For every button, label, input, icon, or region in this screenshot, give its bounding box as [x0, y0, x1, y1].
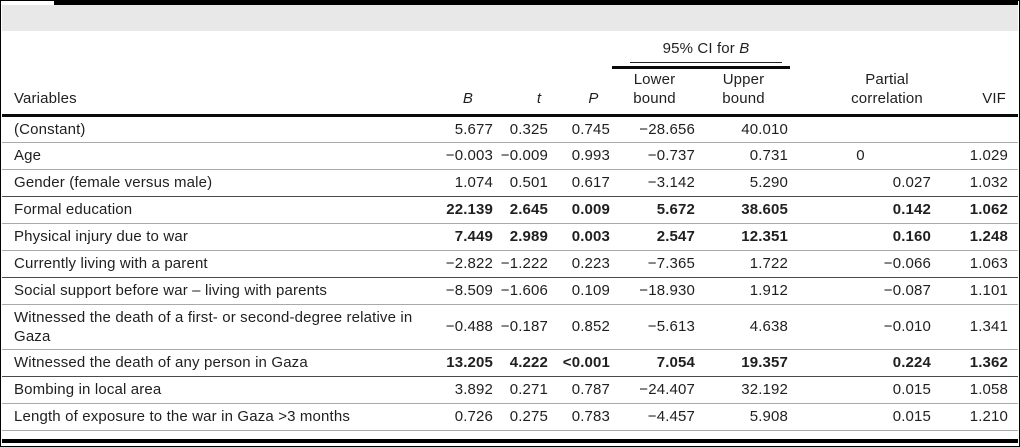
p-value: 0.787 — [550, 376, 612, 403]
variable: (Constant) — [14, 120, 86, 138]
variable: Currently living with a parent — [2, 250, 428, 277]
vif-value: 1.063 — [933, 250, 1018, 277]
vif-value: 1.341 — [933, 304, 1018, 349]
vif-value: 1.362 — [933, 349, 1018, 376]
variable: Witnessed the death of a first- or second-degree relative in Gaza — [2, 304, 428, 349]
partial-correlation-value: 0.015 — [790, 376, 933, 403]
upper-bound-value: 40.010 — [741, 120, 788, 138]
variable: Formal education — [2, 196, 428, 223]
lower-bound-value: −28.656 — [639, 120, 695, 138]
lower-bound-value: −7.365 — [612, 250, 697, 277]
ci-group-header — [612, 31, 790, 67]
table-top-rule — [54, 1, 1018, 5]
t-value: 4.222 — [495, 349, 550, 376]
variable: Gender (female versus male) — [2, 169, 428, 196]
upper-bound-value: 0.731 — [697, 142, 790, 169]
partial-correlation-value: 0.160 — [790, 223, 933, 250]
partial-correlation-value: 0.027 — [790, 169, 933, 196]
t-value: 0.325 — [509, 120, 548, 138]
p-value: 0.009 — [550, 196, 612, 223]
b-value: −8.509 — [428, 277, 495, 304]
table-row — [2, 169, 1018, 196]
variable: Age — [2, 142, 428, 169]
upper-bound-value: 12.351 — [697, 223, 790, 250]
upper-bound-value: 1.722 — [697, 250, 790, 277]
table-row — [2, 223, 1018, 250]
variable: Physical injury due to war — [2, 223, 428, 250]
vif-value: 1.101 — [933, 277, 1018, 304]
b-value: 0.726 — [428, 403, 495, 430]
upper-bound-value: 4.638 — [697, 304, 790, 349]
b-value: −0.488 — [428, 304, 495, 349]
lower-bound-value: −4.457 — [612, 403, 697, 430]
vif-value: 1.032 — [933, 169, 1018, 196]
upper-bound-value: 1.912 — [697, 277, 790, 304]
p-value: 0.003 — [550, 223, 612, 250]
b-value: 5.677 — [454, 120, 493, 138]
lower-bound-value: 7.054 — [612, 349, 697, 376]
partial-correlation-value: −0.066 — [790, 250, 933, 277]
t-value: −1.222 — [495, 250, 550, 277]
variable: Witnessed the death of any person in Gaza — [2, 349, 428, 376]
table-row — [2, 115, 1018, 142]
table-row — [2, 304, 1018, 349]
partial-correlation-value: 0.015 — [790, 403, 933, 430]
column-header-lower-bound: Lower bound — [612, 67, 697, 115]
partial-correlation-value: −0.087 — [790, 277, 933, 304]
b-value: 13.205 — [428, 349, 495, 376]
upper-bound-value: 32.192 — [697, 376, 790, 403]
table-body — [2, 115, 1018, 430]
variable: Length of exposure to the war in Gaza >3 months — [2, 403, 428, 430]
lower-bound-value: 5.672 — [612, 196, 697, 223]
column-header-b: B — [428, 31, 495, 115]
lower-bound-value: 2.547 — [612, 223, 697, 250]
column-header-variables: Variables — [2, 31, 428, 115]
vif-value: 1.029 — [933, 142, 1018, 169]
lower-bound-value: −24.407 — [612, 376, 697, 403]
column-header-partial-correlation: Partial correlation — [790, 31, 933, 115]
table-bottom-rule — [2, 439, 1018, 443]
regression-table — [2, 31, 1018, 431]
table-header — [2, 31, 1018, 115]
p-value: 0.109 — [550, 277, 612, 304]
b-value: −2.822 — [428, 250, 495, 277]
t-value: 0.271 — [495, 376, 550, 403]
table-row — [2, 403, 1018, 430]
partial-correlation-value: 0.224 — [790, 349, 933, 376]
p-value: 0.783 — [550, 403, 612, 430]
b-value: −0.003 — [428, 142, 495, 169]
variable: Bombing in local area — [2, 376, 428, 403]
ci-group-label: 95% CI for — [662, 40, 740, 57]
p-value: 0.745 — [571, 120, 610, 138]
column-header-vif: VIF — [933, 31, 1018, 115]
partial-correlation-value: −0.010 — [790, 304, 933, 349]
table-row — [2, 349, 1018, 376]
vif-value: 1.248 — [933, 223, 1018, 250]
b-value: 22.139 — [428, 196, 495, 223]
column-header-upper-bound: Upper bound — [697, 67, 790, 115]
lower-bound-value: −3.142 — [612, 169, 697, 196]
p-value: 0.852 — [550, 304, 612, 349]
p-value: <0.001 — [550, 349, 612, 376]
lower-bound-value: −0.737 — [612, 142, 697, 169]
column-header-p: P — [550, 31, 612, 115]
table-row — [2, 250, 1018, 277]
table-row — [2, 376, 1018, 403]
vif-value: 1.062 — [933, 196, 1018, 223]
vif-value: 1.058 — [933, 376, 1018, 403]
t-value: −0.187 — [495, 304, 550, 349]
t-value: 2.645 — [495, 196, 550, 223]
t-value: 0.501 — [495, 169, 550, 196]
ci-group-label-b: B — [739, 40, 750, 57]
t-value: −0.009 — [495, 142, 550, 169]
lower-bound-value: −18.930 — [612, 277, 697, 304]
table-row — [2, 196, 1018, 223]
t-value: 2.989 — [495, 223, 550, 250]
upper-bound-value: 19.357 — [697, 349, 790, 376]
p-value: 0.223 — [550, 250, 612, 277]
vif-value: 1.210 — [933, 403, 1018, 430]
partial-correlation-value: 0.142 — [790, 196, 933, 223]
vif-value — [933, 115, 1018, 142]
partial-correlation-value: 0 — [790, 142, 933, 169]
t-value: 0.275 — [495, 403, 550, 430]
b-value: 3.892 — [428, 376, 495, 403]
column-header-t: t — [495, 31, 550, 115]
variable: Social support before war – living with parents — [2, 277, 428, 304]
b-value: 1.074 — [428, 169, 495, 196]
lower-bound-value: −5.613 — [612, 304, 697, 349]
table-row — [2, 142, 1018, 169]
upper-bound-value: 5.290 — [697, 169, 790, 196]
t-value: −1.606 — [495, 277, 550, 304]
p-value: 0.617 — [550, 169, 612, 196]
upper-bound-value: 5.908 — [697, 403, 790, 430]
p-value: 0.993 — [550, 142, 612, 169]
partial-correlation-value — [790, 115, 933, 142]
table-title-band — [2, 5, 1018, 31]
table-row — [2, 277, 1018, 304]
b-value: 7.449 — [428, 223, 495, 250]
upper-bound-value: 38.605 — [697, 196, 790, 223]
